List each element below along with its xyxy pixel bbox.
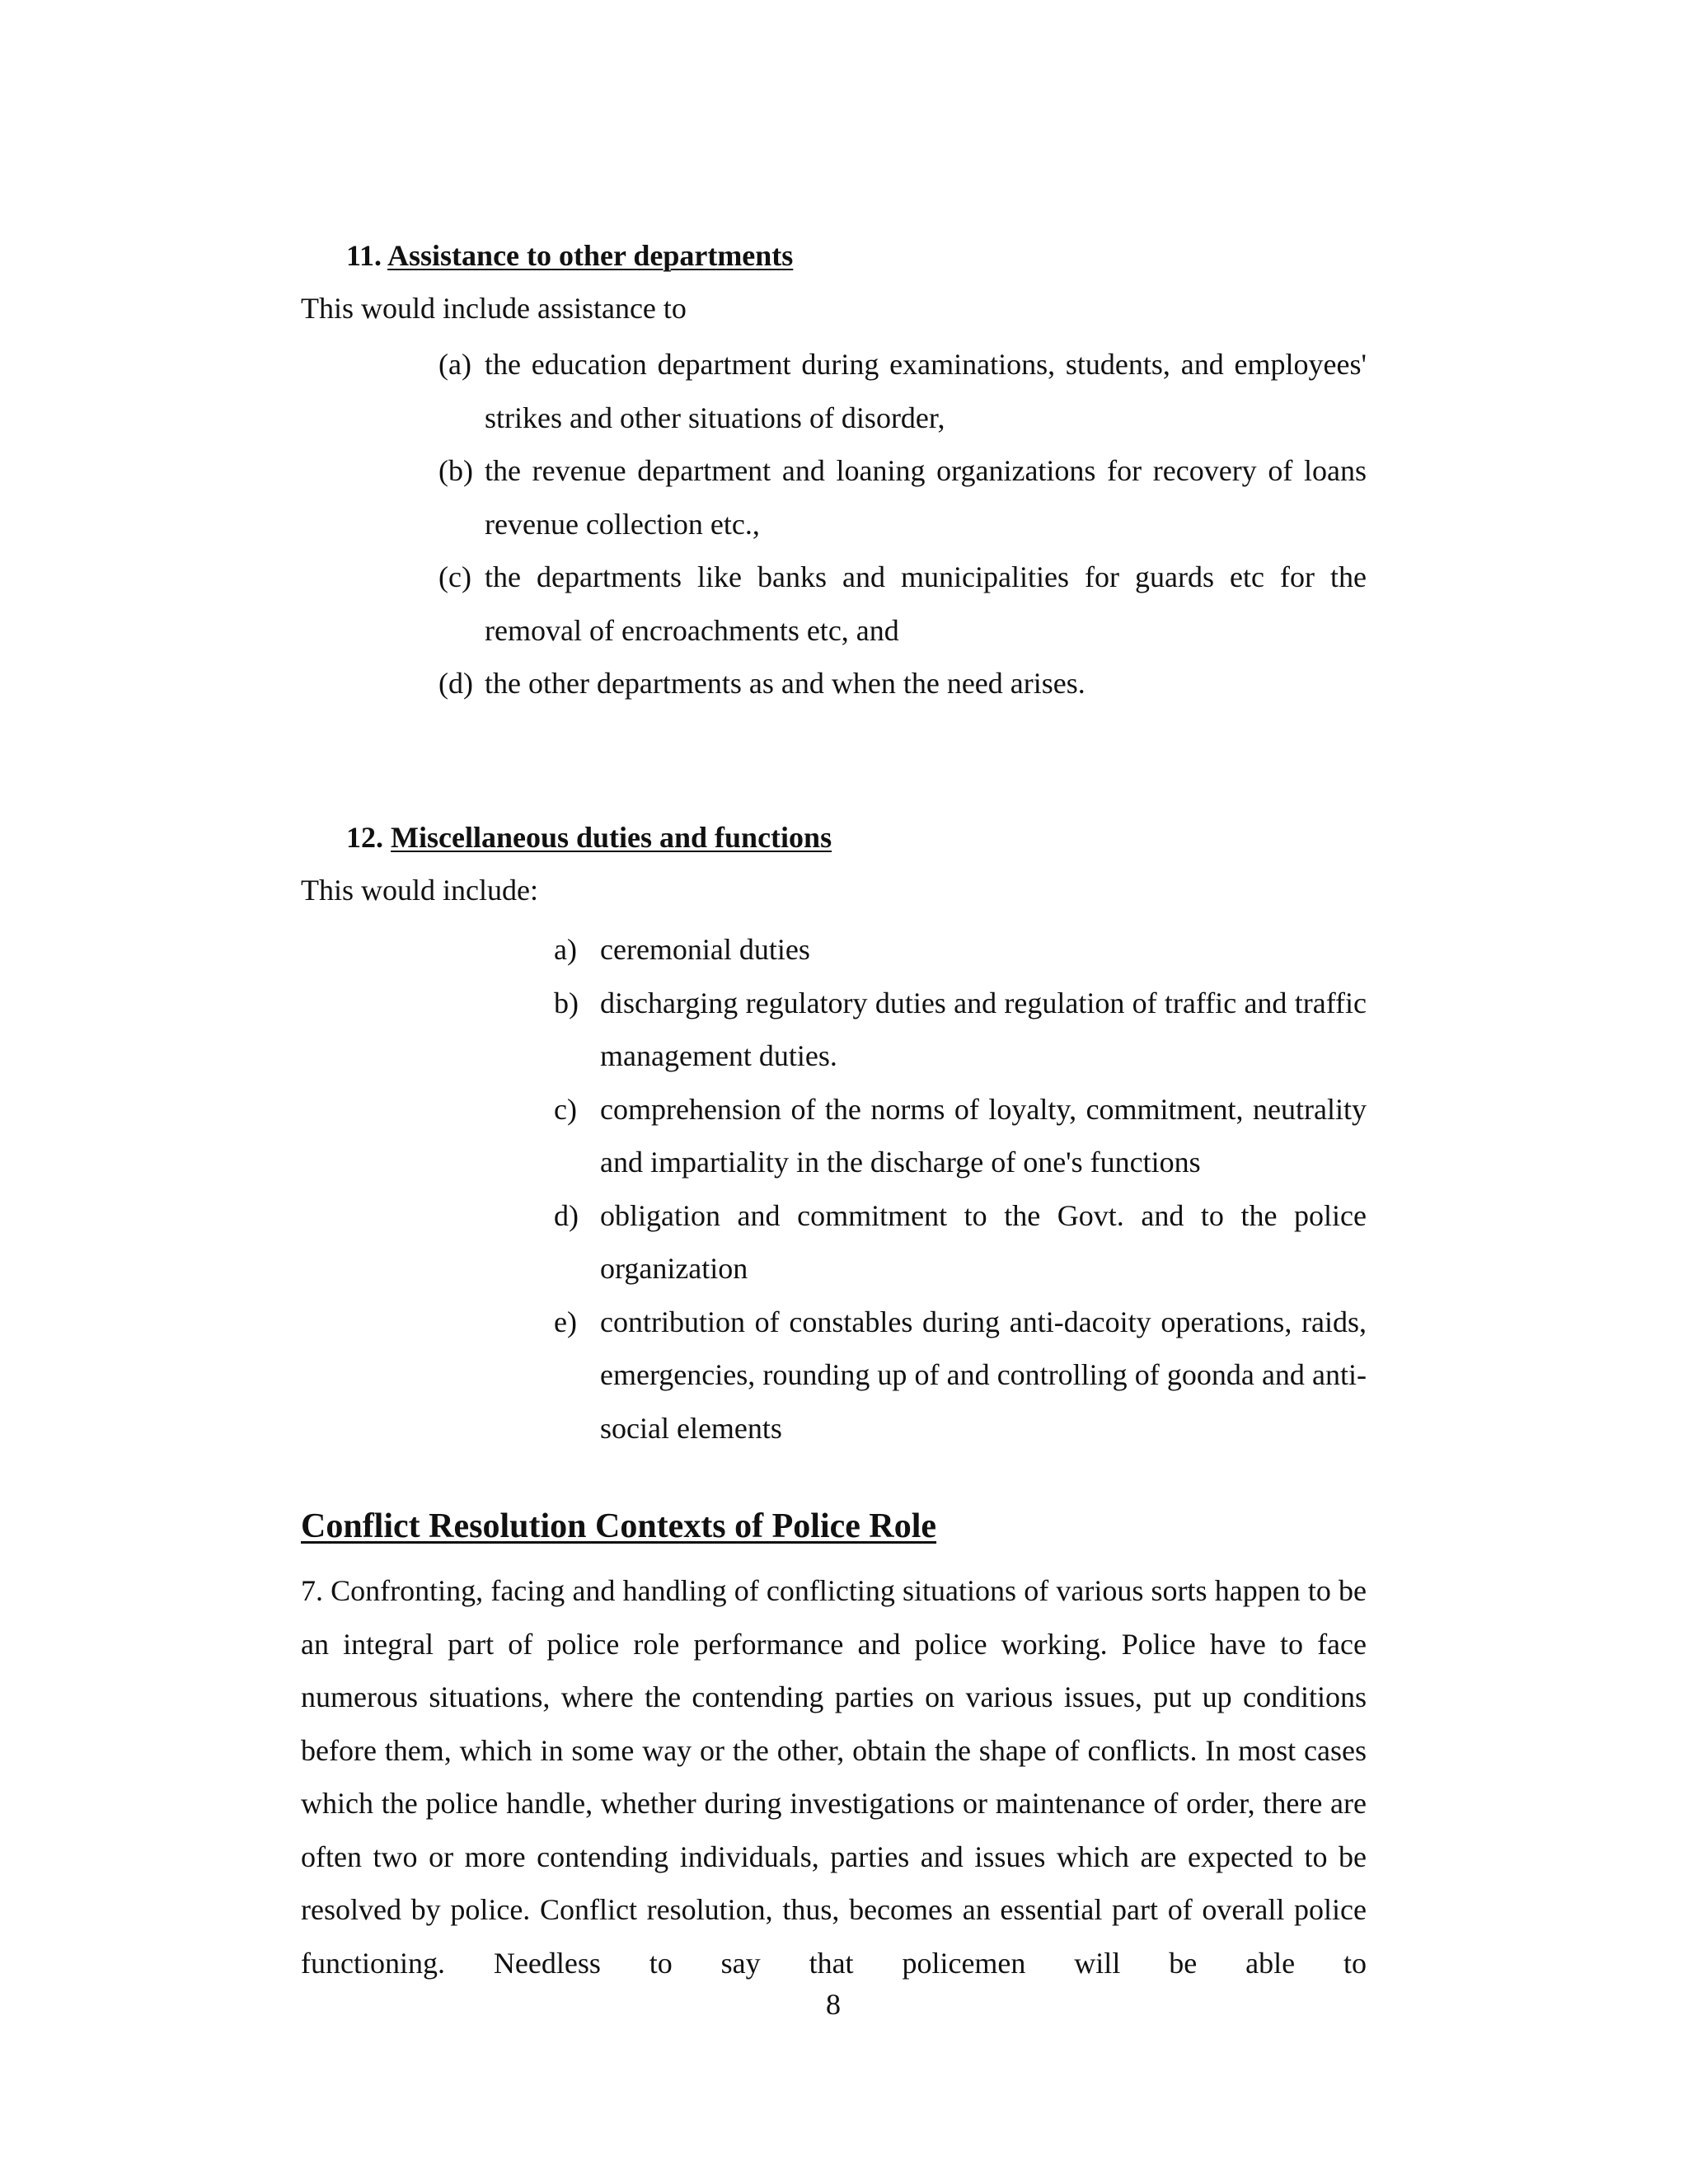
list-item <box>554 923 1367 977</box>
list-item-marker: (c) <box>438 560 471 593</box>
list-item-text: obligation and commitment to the Govt. and to the police organization <box>600 1198 1367 1285</box>
list-item-marker: (a) <box>438 348 471 381</box>
section-12-number: 12. <box>346 821 383 854</box>
list-item <box>438 657 1367 710</box>
list-item-text: the other departments as and when the need arises. <box>485 667 1085 700</box>
section-12-title: Miscellaneous duties and functions <box>391 821 832 854</box>
list-item <box>554 1083 1367 1189</box>
section-12-heading <box>346 819 832 855</box>
conflict-section-title: Conflict Resolution Contexts of Police Role <box>301 1507 937 1545</box>
page-number: 8 <box>826 1988 841 2021</box>
list-item-marker: (b) <box>438 454 473 487</box>
list-item-text: discharging regulatory duties and regulation of traffic and traffic management duties. <box>600 986 1367 1072</box>
list-item-text: comprehension of the norms of loyalty, commitment, neutrality and impartiality in the discharge of one's functions <box>600 1092 1367 1179</box>
list-item <box>554 1189 1367 1296</box>
list-item-marker: d) <box>554 1198 579 1232</box>
section-11-intro: This would include assistance to <box>301 292 687 325</box>
list-item-marker: e) <box>554 1305 577 1338</box>
list-item-marker: a) <box>554 933 577 966</box>
list-item-text: contribution of constables during anti-dacoity operations, raids, emergencies, rounding up of and controlling of goonda and anti-social elements <box>600 1305 1367 1445</box>
list-item-marker: (d) <box>438 667 473 700</box>
list-item <box>438 551 1367 657</box>
list-item <box>438 444 1367 551</box>
section-11-list <box>438 338 1367 710</box>
list-item-text: the revenue department and loaning organizations for recovery of loans revenue collection etc., <box>485 454 1367 541</box>
conflict-paragraph: 7. Confronting, facing and handling of conflicting situations of various sorts happen to be an integral part of police role performance and police working. Police have to face numerous situations, where the contending parties on various issues, put up conditions before them, which in some way or the other, obtain the shape of conflicts. In most cases which the police handle, whether during investigations or maintenance of order, there are often two or more contending individuals, parties and issues which are expected to be resolved by police. Conflict resolution, thus, becomes an essential part of overall police functioning. Needless to say that policemen will be able to <box>301 1574 1367 1980</box>
list-item <box>438 338 1367 444</box>
list-item-text: the education department during examinations, students, and employees' strikes and other situations of disorder, <box>485 348 1367 434</box>
list-item <box>554 977 1367 1083</box>
section-11-heading <box>346 237 793 274</box>
section-11-number: 11. <box>346 239 382 272</box>
list-item <box>554 1296 1367 1455</box>
list-item-marker: b) <box>554 986 579 1019</box>
section-12-list <box>554 923 1367 1455</box>
list-item-marker: c) <box>554 1092 577 1126</box>
section-11-title: Assistance to other departments <box>387 239 794 272</box>
section-12-intro: This would include: <box>301 874 538 907</box>
list-item-text: ceremonial duties <box>600 933 810 966</box>
list-item-text: the departments like banks and municipalities for guards etc for the removal of encroachments etc, and <box>485 560 1367 647</box>
